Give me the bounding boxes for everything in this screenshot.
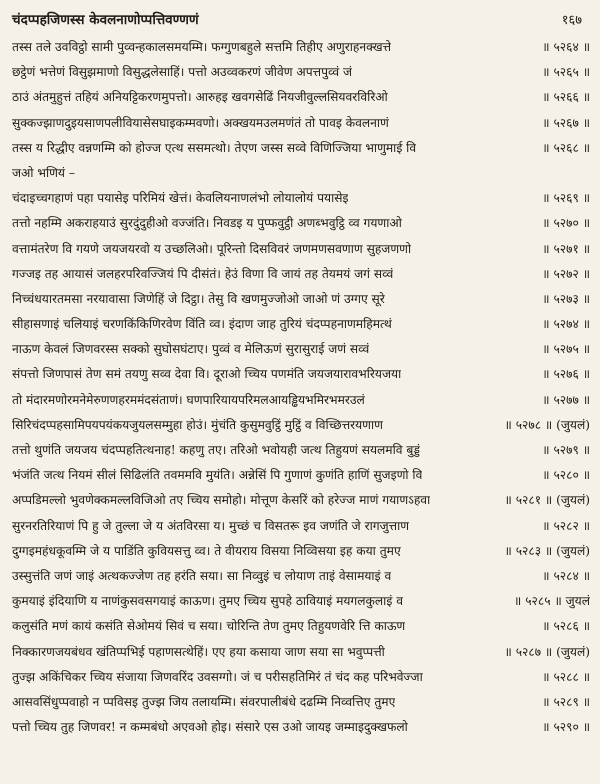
verse-number: ॥ ५२८० ॥ [542,468,590,483]
verse-number: ॥ ५२७३ ॥ [542,291,590,306]
verse-text: तस्स य रिद्धीए वन्नणम्मि को होज्ज एत्थ ससमत्थो। तेएण जस्स सव्वे विणिज्जिया भाणुमाई वि [12,140,417,155]
verse-line [12,240,590,265]
verse-number: ॥ ५२६९ ॥ [542,191,590,206]
verse-number: ॥ ५२६५ ॥ [542,65,590,80]
verse-text: तत्तो थुणंति जयजय चंदप्पहतित्थनाह! कहणु तए। तरिओ भवोयही जत्थ तिहुयणं सयलमवि बुड्डं [12,443,420,457]
verse-number: ॥ ५२८६ ॥ [542,619,590,634]
verse-number: ॥ ५२६८ ॥ [542,140,590,155]
verse-text: तस्स तले उवविट्ठो सामी पुव्वन्हकालसमयम्मि। फग्गुणबहुले सत्तमि तिहीए अणुराहनक्खत्ते [12,40,392,54]
verse-text: अप्पडिमल्लो भुवणेक्कमल्लविजिओ तए च्चिय समोहो। मोत्तूण केसरिं को हरेज्ज माणं गयाणऽहवा [12,493,431,508]
verse-line [12,38,590,63]
verse-line [12,441,590,466]
verse-number: ॥ ५२८२ ॥ [542,518,590,533]
verse-text: सुक्कज्झाणदुइयसाणपलीवियासेसघाइकम्मवणो। अक्खयमउलमणंतं तो पावइ केवलनाणं [12,115,389,130]
verse-line [12,88,590,113]
verse-text: भंजंति जत्थ नियमं सीलं सिढिलंति तवममवि मुयंति। अन्नेसिं पि गुणाणं कुणंति हाणिं सुजइणो वि [12,468,423,483]
verse-line [12,265,590,290]
verse-line [12,643,590,668]
section-heading: जओ भणियं – [12,165,75,180]
verse-text: आसवसिंधुप्पवाहो न प्पविसइ तुज्झ जिय तलायम्मि। संवरपालीबंधे दढम्मि निव्वत्तिए तुमए [12,694,396,709]
verse-text: तुज्झ अकिंचिकर च्चिय संजाया जिणवरिंद उवसग्गो। जं च परीसहतिमिरं तं चंद कह परिभवेज्जा [12,669,423,684]
verse-text: गज्जइ तह आयासं जलहरपरिवज्जियं पि दीसंतं। हेउं विणा वि जायं तह तेयमयं जगं सव्वं [12,266,394,281]
verse-text: नाऊण केवलं जिणवरस्स सक्को सुघोसघंटाए। पुव्वं व मेलिऊणं सुरासुराई जणं सव्वं [12,342,370,357]
verse-line [12,63,590,88]
verse-text: चंदाइच्चगहाणं पहा पयासेइ परिमियं खेत्तं। केवलियनाणलंभो लोयालोयं पयासेइ [12,191,349,206]
verse-number: ॥ ५२७० ॥ [542,216,590,231]
verse-number: ॥ ५२८४ ॥ [542,568,590,583]
verse-number: ॥ ५२७१ ॥ [542,241,590,256]
verse-line [12,416,590,441]
verse-line [12,340,590,365]
running-title: चंदप्पहजिणस्स केवलनाणोप्पत्तिवण्णणं [12,12,199,28]
verse-text: निच्चंधयारतमसा नरयावासा जिणेहिं जे दिट्ठा। तेसु वि खणमुज्जोओ जाओ णं उग्गए सूरे [12,291,385,306]
verse-text: निक्कारणजयबंधव खंतिप्पभिई पहाणसत्थेहिं। एए हया कसाया जाण सया सा भवुप्पत्ती [12,644,385,659]
page-header [12,10,590,34]
verse-number: ॥ ५२६४ ॥ [542,40,590,54]
verse-line [12,391,590,416]
verse-number: ॥ ५२६७ ॥ [542,115,590,130]
verse-text: वत्तामंतरेण वि गयणे जयजयरवो य उच्छलिओ। पूरिन्तो दिसविवरं जणमणसवणाण सुहजणणो [12,241,412,256]
verse-number: ॥ ५२८३ ॥ (जुयलं) [504,543,590,558]
verse-number: ॥ ५२७२ ॥ [542,266,590,281]
verse-number: ॥ ५२८७ ॥ (जुयलं) [504,644,590,659]
verse-line [12,617,590,642]
verse-line [12,542,590,567]
verse-number: ॥ ५२८८ ॥ [542,669,590,684]
verse-text: कुमयाइं इंदियाणि य नाणंकुसवसगयाइं काऊण। तुमए च्चिय सुपहे ठावियाइं मयगलकुलाइं व [12,594,403,609]
verse-line [12,567,590,592]
verse-line [12,517,590,542]
verse-line [12,290,590,315]
verse-line [12,693,590,718]
verse-line [12,718,590,743]
verse-text: सुरनरतिरियाणं पि हु जे तुल्ला जे य अंतविरसा य। मुच्छं च विसतरू इव जणंति जे रागजुत्ताण [12,518,410,533]
verse-number: ॥ ५२९० ॥ [542,720,590,735]
verse-text: उस्सुत्तंति जणं जाइं अत्थकज्जेण तह हरंति सया। सा निव्वुइं च लोयाण ताइं वेसामयाइं व [12,568,392,583]
verse-number: ॥ ५२७७ ॥ [542,392,590,407]
verse-number: ॥ ५२८५ ॥ जुयलं [514,594,590,609]
verse-number: ॥ ५२७८ ॥ (जुयलं) [504,417,590,432]
verse-line [12,592,590,617]
page-number: १६७ [561,13,582,28]
verse-line [12,365,590,390]
verse-line [12,114,590,139]
verse-text: संपत्तो जिणपासं तेण समं तयणु सव्व देवा वि। दूराओ च्चिय पणमंति जयजयारावभरियजया [12,367,402,382]
verse-number: ॥ ५२६६ ॥ [542,90,590,105]
verse-body [12,38,590,743]
verse-number: ॥ ५२७५ ॥ [542,342,590,357]
verse-text: ठाउं अंतमुहुत्तं तहियं अनियट्टिकरणमुपत्तो। आरुहइ खवगसेढिं नियजीवुल्लसियवरविरिओ [12,90,388,105]
verse-number: ॥ ५२७९ ॥ [542,443,590,457]
verse-line [12,466,590,491]
verse-line [12,668,590,693]
verse-line [12,491,590,516]
verse-text: सिरिचंदप्पहसामिपयपयंकयजुयलसम्मुहा होउं। मुंचंति कुसुमवुट्ठिं मुट्ठिं व विच्छित्तरयणाण [12,417,383,432]
verse-line [12,315,590,340]
verse-number: ॥ ५२८१ ॥ (जुयलं) [504,493,590,508]
verse-line [12,189,590,214]
verse-text: छट्ठेणं भत्तेणं विसुझमाणो विसुद्धलेसाहिं। पत्तो अउव्वकरणं जीवेण अपत्तपुव्वं जं [12,65,353,80]
verse-text: दुग्गइमहंधकूवम्मि जे य पाडिंति कुवियसत्तु व्व। ते वीयराय विसया निव्विसया इह कया तुमए [12,543,401,558]
verse-text: कलुसंति मणं कायं कसंति सेओमयं सिवं च सया। चोरिन्ति तेण तुमए तिहुयणवेरि त्ति काऊण [12,619,406,634]
verse-number: ॥ ५२८९ ॥ [542,694,590,709]
verse-line [12,214,590,239]
verse-number: ॥ ५२७४ ॥ [542,317,590,332]
verse-number: ॥ ५२७६ ॥ [542,367,590,382]
verse-text: तत्तो नहम्मि अकराहयाउं सुरदुंदुहीओ वज्जंति। निवडइ य पुप्फवुट्ठी अणब्भवुट्ठि व्व गयणाओ [12,216,402,231]
verse-text: पत्तो च्चिय तुह जिणवर! न कम्मबंधो अएवओ होइ। संसारे एस उओ जायइ जम्माइदुक्खफलो [12,720,408,735]
verse-text: सीहासणाइं चलियाइं चरणकिंकिणिरवेण विंति व्व। इंदाण जाह तुरियं चंदप्पहनाणमहिमत्थं [12,317,392,332]
verse-text: तो मंदारमणोरमनेमेरुणणहरममंदसंताणं। घणपारियायपरिमलआयड्ढियभमिरभमरउलं [12,392,365,407]
verse-line [12,139,590,164]
